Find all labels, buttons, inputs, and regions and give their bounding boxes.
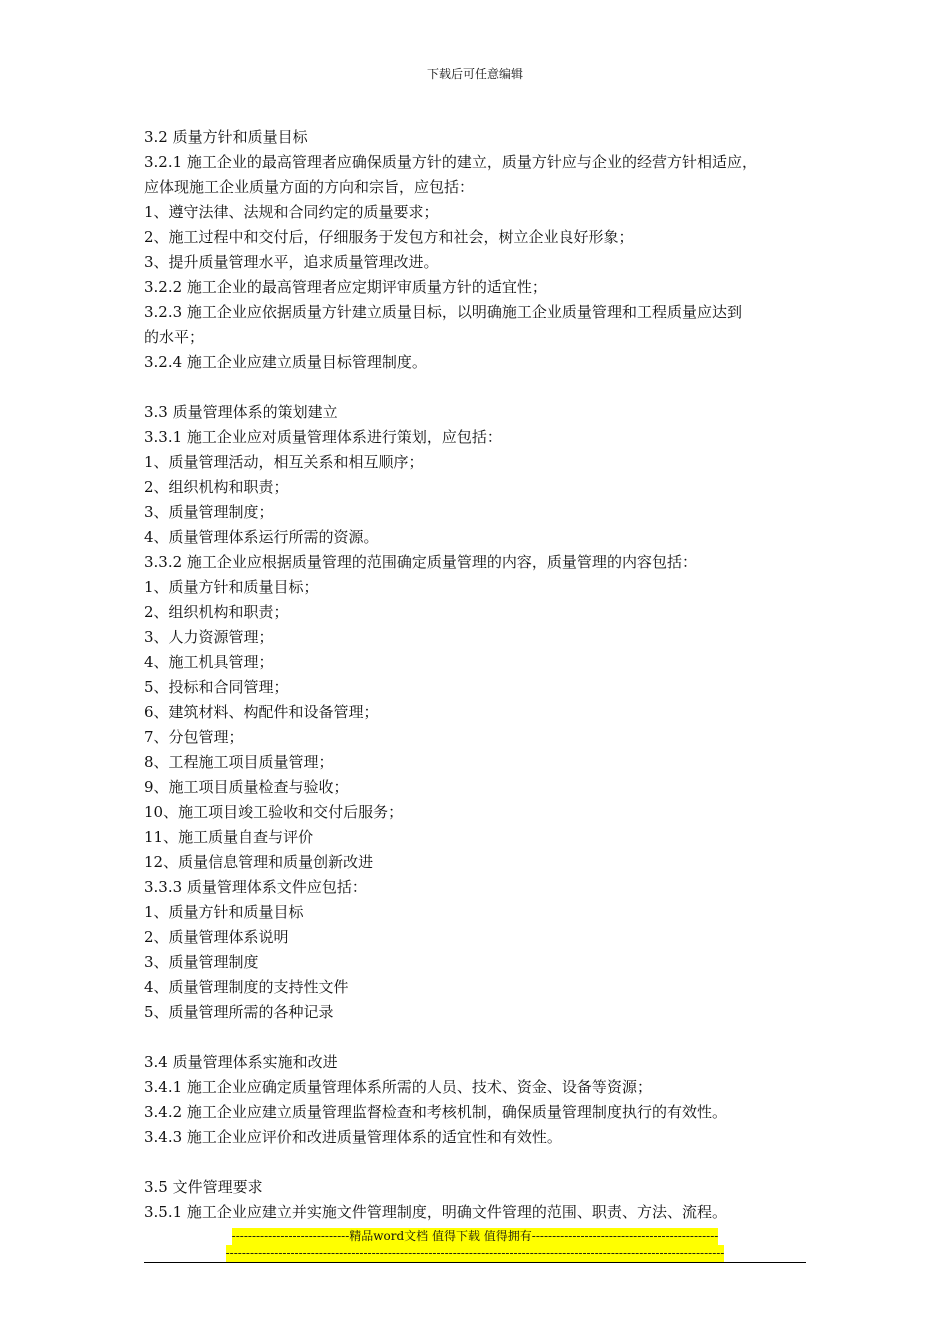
text-line: 3.4.1 施工企业应确定质量管理体系所需的人员、技术、资金、设备等资源； xyxy=(144,1078,652,1096)
text-line: 3.4.3 施工企业应评价和改进质量管理体系的适宜性和有效性。 xyxy=(144,1128,562,1146)
text-line: 3.3.3 质量管理体系文件应包括： xyxy=(144,878,367,896)
section-heading: 3.3 质量管理体系的策划建立 xyxy=(144,403,338,421)
text-line: 2、施工过程中和交付后，仔细服务于发包方和社会，树立企业良好形象； xyxy=(144,228,634,246)
text-line: 4、质量管理体系运行所需的资源。 xyxy=(144,528,379,546)
section-spacer xyxy=(144,1025,824,1050)
footer-rule xyxy=(144,1262,806,1263)
section-heading: 3.5 文件管理要求 xyxy=(144,1178,263,1196)
text-line: 1、质量方针和质量目标； xyxy=(144,578,319,596)
text-line: 2、质量管理体系说明 xyxy=(144,928,289,946)
text-line: 的水平； xyxy=(144,328,205,346)
page-header: 下载后可任意编辑 xyxy=(426,67,523,81)
text-line: 3.5.1 施工企业应建立并实施文件管理制度，明确文件管理的范围、职责、方法、流程。 xyxy=(144,1203,727,1221)
text-line: 应体现施工企业质量方面的方向和宗旨，应包括： xyxy=(144,178,475,196)
text-line: 3.2.4 施工企业应建立质量目标管理制度。 xyxy=(144,353,427,371)
document-body xyxy=(144,125,824,1225)
text-line: 1、质量管理活动，相互关系和相互顺序； xyxy=(144,453,424,471)
footer-dash-line: --------------------------------------------------------------------------------------------------------------------------- xyxy=(225,1246,725,1260)
text-line: 3、质量管理制度 xyxy=(144,953,259,971)
section-heading: 3.2 质量方针和质量目标 xyxy=(144,128,308,146)
text-line: 1、质量方针和质量目标 xyxy=(144,903,304,921)
text-line: 6、建筑材料、构配件和设备管理； xyxy=(144,703,379,721)
text-line: 3、提升质量管理水平，追求质量管理改进。 xyxy=(144,253,439,271)
text-line: 7、分包管理； xyxy=(144,728,244,746)
text-line: 2、组织机构和职责； xyxy=(144,603,289,621)
text-line: 8、工程施工项目质量管理； xyxy=(144,753,334,771)
text-line: 3.2.3 施工企业应依据质量方针建立质量目标，以明确施工企业质量管理和工程质量应达到 xyxy=(144,303,742,321)
text-line: 2、组织机构和职责； xyxy=(144,478,289,496)
text-line: 10、施工项目竣工验收和交付后服务； xyxy=(144,803,404,821)
section-spacer xyxy=(144,1150,824,1175)
text-line: 3.4.2 施工企业应建立质量管理监督检查和考核机制，确保质量管理制度执行的有效性。 xyxy=(144,1103,727,1121)
text-line: 3.3.2 施工企业应根据质量管理的范围确定质量管理的内容，质量管理的内容包括： xyxy=(144,553,697,571)
text-line: 1、遵守法律、法规和合同约定的质量要求； xyxy=(144,203,439,221)
text-line: 3、质量管理制度； xyxy=(144,503,274,521)
text-line: 12、质量信息管理和质量创新改进 xyxy=(144,853,374,871)
text-line: 11、施工质量自查与评价 xyxy=(144,828,314,846)
text-line: 5、投标和合同管理； xyxy=(144,678,289,696)
text-line: 4、施工机具管理； xyxy=(144,653,274,671)
text-line: 3.2.2 施工企业的最高管理者应定期评审质量方针的适宜性； xyxy=(144,278,547,296)
text-line: 4、质量管理制度的支持性文件 xyxy=(144,978,349,996)
footer-promo-line: -----------------------------精品word文档 值得下载 值得拥有---------------------------------------------- xyxy=(231,1229,719,1243)
section-heading: 3.4 质量管理体系实施和改进 xyxy=(144,1053,338,1071)
text-line: 3.3.1 施工企业应对质量管理体系进行策划，应包括： xyxy=(144,428,502,446)
section-spacer xyxy=(144,375,824,400)
text-line: 9、施工项目质量检查与验收； xyxy=(144,778,349,796)
footer-banner xyxy=(144,1228,806,1262)
text-line: 3、人力资源管理； xyxy=(144,628,274,646)
text-line: 3.2.1 施工企业的最高管理者应确保质量方针的建立，质量方针应与企业的经营方针相适应， xyxy=(144,153,757,171)
text-line: 5、质量管理所需的各种记录 xyxy=(144,1003,334,1021)
